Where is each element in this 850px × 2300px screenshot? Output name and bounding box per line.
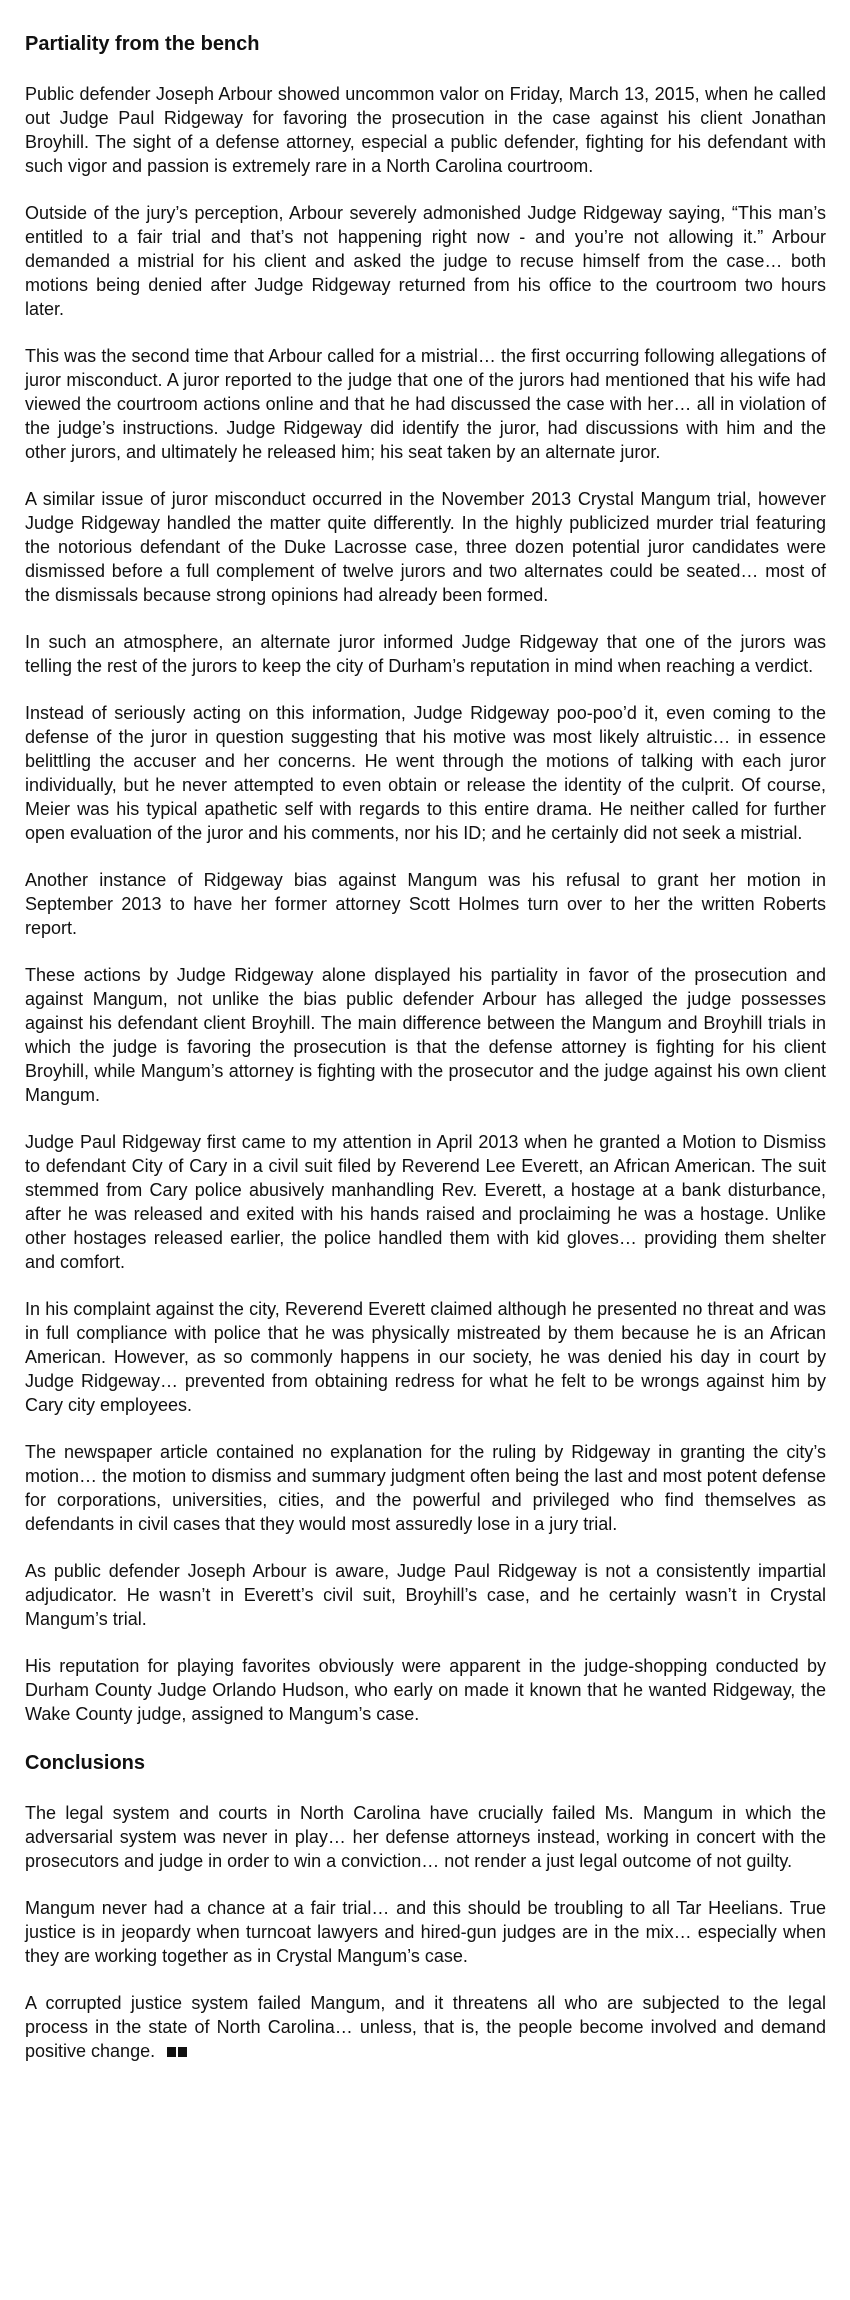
paragraph-text: This was the second time that Arbour called for a mistrial… the first occurring following allegations of juror misconduct. A juror reported to the judge that one of the jurors had mentioned that his wife had viewed the courtroom actions online and that he had discussed the case with her… all in violation of the judge’s instructions. Judge Ridgeway did identify the juror, had discussions with him and the other jurors, and ultimately he released him; his seat taken by an alternate juror. (25, 346, 826, 462)
paragraph-text: His reputation for playing favorites obviously were apparent in the judge-shopping conducted by Durham County Judge Orlando Hudson, who early on made it known that he wanted Ridgeway, the Wake County judge, assigned to Mangum’s case. (25, 1656, 826, 1724)
section-conclusions-body (25, 1801, 826, 2063)
paragraph (25, 1440, 826, 1536)
paragraph (25, 82, 826, 178)
paragraph-text: Another instance of Ridgeway bias against Mangum was his refusal to grant her motion in September 2013 to have her former attorney Scott Holmes turn over to her the written Roberts report. (25, 870, 826, 938)
paragraph-text: Judge Paul Ridgeway first came to my attention in April 2013 when he granted a Motion to Dismiss to defendant City of Cary in a civil suit filed by Reverend Lee Everett, an African American. The suit stemmed from Cary police abusively manhandling Rev. Everett, a hostage at a bank disturbance, after he was released and exited with his hands raised and proclaiming he was a hostage. Unlike other hostages released earlier, the police handled them with kid gloves… providing them shelter and comfort. (25, 1132, 826, 1272)
paragraph (25, 1297, 826, 1417)
paragraph-text: Outside of the jury’s perception, Arbour severely admonished Judge Ridgeway saying, “This man’s entitled to a fair trial and that’s not happening right now - and you’re not allowing it.” Arbour demanded a mistrial for his client and asked the judge to recuse himself from the case… both motions being denied after Judge Ridgeway returned from his office to the courtroom two hours later. (25, 203, 826, 319)
paragraph-text: Instead of seriously acting on this information, Judge Ridgeway poo-poo’d it, even coming to the defense of the juror in question suggesting that his motive was most likely altruistic… in essence belittling the accuser and her concerns. He went through the motions of talking with each juror individually, but he never attempted to even obtain or release the identity of the culprit. Of course, Meier was his typical apathetic self with regards to this entire drama. He neither called for further open evaluation of the juror and his comments, nor his ID; and he certainly did not seek a mistrial. (25, 703, 826, 843)
paragraph (25, 963, 826, 1107)
paragraph-text: As public defender Joseph Arbour is aware, Judge Paul Ridgeway is not a consistently impartial adjudicator. He wasn’t in Everett’s civil suit, Broyhill’s case, and he certainly wasn’t in Crystal Mangum’s trial. (25, 1561, 826, 1629)
paragraph-text: Public defender Joseph Arbour showed uncommon valor on Friday, March 13, 2015, when he called out Judge Paul Ridgeway for favoring the prosecution in the case against his client Jonathan Broyhill. The sight of a defense attorney, especial a public defender, fighting for his defendant with such vigor and passion is extremely rare in a North Carolina courtroom. (25, 84, 826, 176)
paragraph-text: In his complaint against the city, Reverend Everett claimed although he presented no threat and was in full compliance with police that he was physically mistreated by them because he is an African American. However, as so commonly happens in our society, he was denied his day in court by Judge Ridgeway… prevented from obtaining redress for what he felt to be wrongs against him by Cary city employees. (25, 1299, 826, 1415)
paragraph (25, 1896, 826, 1968)
end-of-article-squares-icon (167, 2039, 189, 2063)
paragraph-text: The legal system and courts in North Carolina have crucially failed Ms. Mangum in which the adversarial system was never in play… her defense attorneys instead, working in concert with the prosecutors and judge in order to win a conviction… not render a just legal outcome of not guilty. (25, 1803, 826, 1871)
paragraph (25, 201, 826, 321)
paragraph-text: These actions by Judge Ridgeway alone displayed his partiality in favor of the prosecution and against Mangum, not unlike the bias public defender Arbour has alleged the judge possesses against his defendant client Broyhill. The main difference between the Mangum and Broyhill trials in which the judge is favoring the prosecution is that the defense attorney is fighting for his client Broyhill, while Mangum’s attorney is fighting with the prosecutor and the judge against his own client Mangum. (25, 965, 826, 1105)
paragraph (25, 1991, 826, 2063)
section-partiality-body (25, 82, 826, 1726)
paragraph (25, 344, 826, 464)
paragraph (25, 487, 826, 607)
paragraph (25, 868, 826, 940)
paragraph-text: Mangum never had a chance at a fair trial… and this should be troubling to all Tar Heelians. True justice is in jeopardy when turncoat lawyers and hired-gun judges are in the mix… especially when they are working together as in Crystal Mangum’s case. (25, 1898, 826, 1966)
paragraph (25, 701, 826, 845)
section-heading-partiality: Partiality from the bench (25, 33, 260, 55)
paragraph (25, 1130, 826, 1274)
paragraph (25, 630, 826, 678)
paragraph (25, 1559, 826, 1631)
paragraph-text: The newspaper article contained no explanation for the ruling by Ridgeway in granting the city’s motion… the motion to dismiss and summary judgment often being the last and most potent defense for corporations, universities, cities, and the powerful and privileged who find themselves as defendants in civil cases that they would most assuredly lose in a jury trial. (25, 1442, 826, 1534)
paragraph (25, 1801, 826, 1873)
paragraph (25, 1654, 826, 1726)
paragraph-text: A corrupted justice system failed Mangum, and it threatens all who are subjected to the legal process in the state of North Carolina… unless, that is, the people become involved and demand positive change. (25, 1993, 826, 2061)
paragraph-text: In such an atmosphere, an alternate juror informed Judge Ridgeway that one of the jurors was telling the rest of the jurors to keep the city of Durham’s reputation in mind when reaching a verdict. (25, 632, 826, 676)
paragraph-text: A similar issue of juror misconduct occurred in the November 2013 Crystal Mangum trial, however Judge Ridgeway handled the matter quite differently. In the highly publicized murder trial featuring the notorious defendant of the Duke Lacrosse case, three dozen potential juror candidates were dismissed before a full complement of twelve jurors and two alternates could be seated… most of the dismissals because strong opinions had already been formed. (25, 489, 826, 605)
section-heading-conclusions: Conclusions (25, 1752, 146, 1774)
